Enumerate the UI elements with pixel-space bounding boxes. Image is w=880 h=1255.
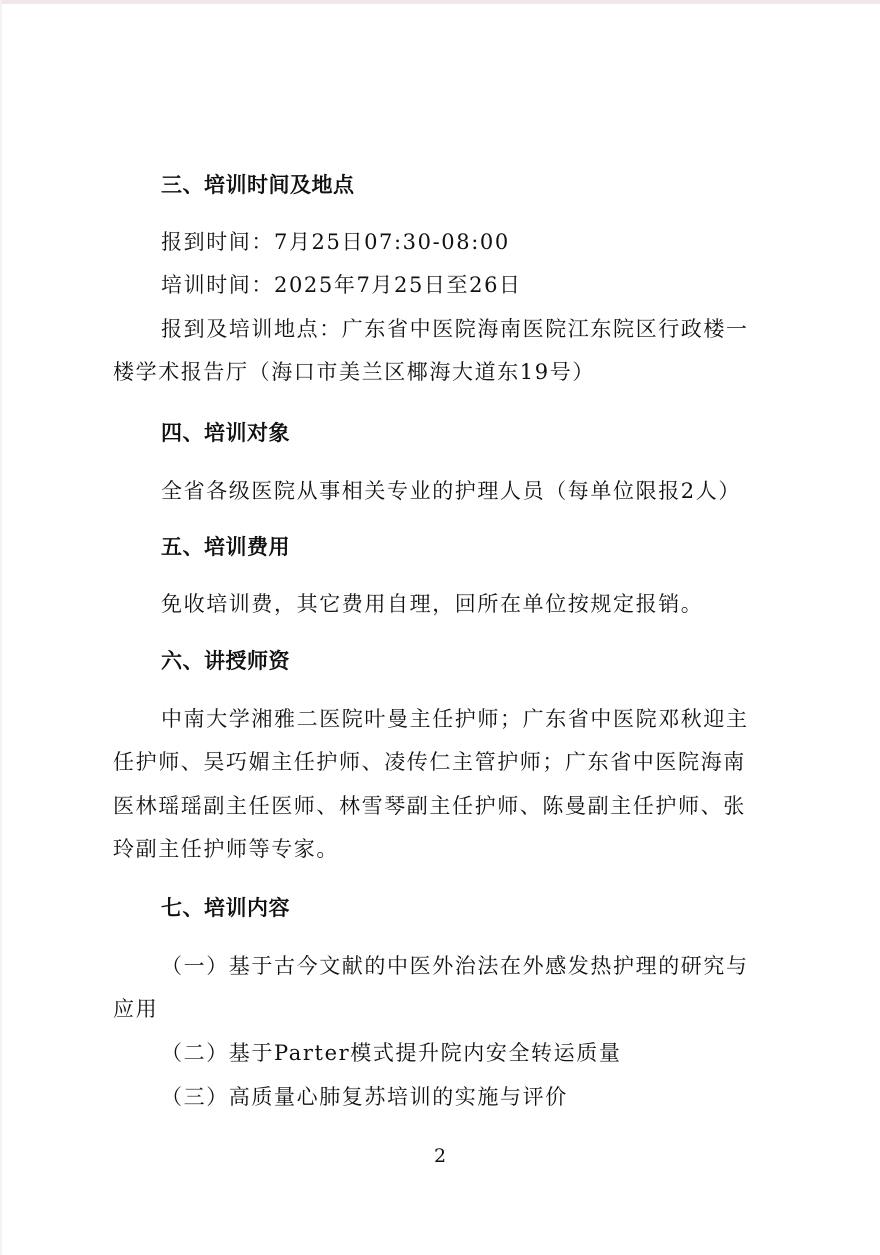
- faculty-line-1: 中南大学湘雅二医院叶曼主任护师；广东省中医院邓秋迎主: [161, 707, 749, 731]
- training-time: 培训时间：2025年7月25日至26日: [161, 273, 522, 297]
- section-5-heading: 五、培训费用: [161, 535, 290, 559]
- section-7-heading: 七、培训内容: [161, 896, 290, 920]
- page-number: 2: [433, 1145, 447, 1167]
- location-line-2: 楼学术报告厅（海口市美兰区椰海大道东19号）: [113, 360, 595, 384]
- faculty-line-3: 医林瑶瑶副主任医师、林雪琴副主任护师、陈曼副主任护师、张: [113, 794, 746, 818]
- section-5-text: 免收培训费，其它费用自理，回所在单位按规定报销。: [161, 592, 704, 616]
- content-item-1-line-2: 应用: [113, 997, 159, 1021]
- content-item-2: （二）基于Parter模式提升院内安全转运质量: [161, 1041, 622, 1065]
- content-item-3: （三）高质量心肺复苏培训的实施与评价: [161, 1085, 568, 1109]
- section-3-heading: 三、培训时间及地点: [161, 173, 355, 197]
- location-line-1: 报到及培训地点：广东省中医院海南医院江东院区行政楼一: [161, 317, 749, 341]
- section-6-heading: 六、讲授师资: [161, 649, 290, 673]
- faculty-line-2: 任护师、吴巧媚主任护师、凌传仁主管护师；广东省中医院海南: [113, 750, 746, 774]
- checkin-time: 报到时间：7月25日07:30-08:00: [161, 230, 510, 254]
- section-4-text: 全省各级医院从事相关专业的护理人员（每单位限报2人）: [161, 479, 741, 503]
- section-4-heading: 四、培训对象: [161, 421, 290, 445]
- content-item-1-line-1: （一）基于古今文献的中医外治法在外感发热护理的研究与: [161, 954, 749, 978]
- faculty-line-4: 玲副主任护师等专家。: [113, 837, 339, 861]
